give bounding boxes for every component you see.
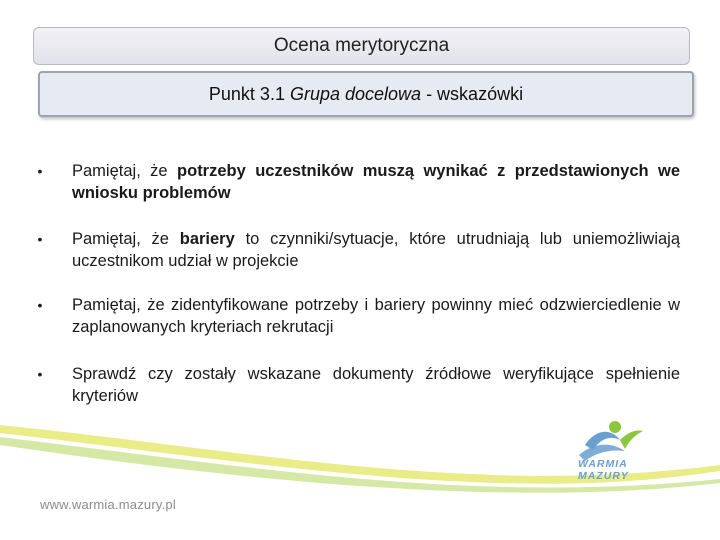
logo-line2: MAZURY <box>578 470 629 482</box>
footer-url[interactable]: www.warmia.mazury.pl <box>40 497 176 512</box>
bullet-text-bold: potrzeby uczestników muszą wynikać z przedstawionych we wniosku problemów <box>72 162 681 202</box>
bullet-list <box>30 160 685 405</box>
bullet-item <box>30 160 680 204</box>
bullet-dot-icon: • <box>37 297 43 313</box>
slide-subtitle <box>38 71 694 117</box>
bullet-item <box>30 294 680 338</box>
bullet-item <box>30 228 685 272</box>
logo-line1: WARMIA <box>578 458 628 470</box>
bullet-text-pre: Sprawdź czy zostały wskazane dokumenty źródłowe weryfikujące spełnienie kryteriów <box>72 365 680 405</box>
slide-title-text: Ocena merytoryczna <box>273 35 450 56</box>
bullet-text-post: to czynniki/sytuacje, które utrudniają lub uniemożliwiają uczestnikom udział w projekcie <box>72 230 685 270</box>
subtitle-prefix: Punkt 3.1 <box>208 83 290 104</box>
bullet-text-pre: Pamiętaj, że <box>72 162 178 180</box>
bullet-text-pre: Pamiętaj, że zidentyfikowane potrzeby i bariery powinny mieć odzwierciedlenie w zaplanowanych kryteriach rekrutacji <box>72 296 680 336</box>
subtitle-suffix: - wskazówki <box>421 83 524 104</box>
bullet-dot-icon: • <box>37 366 43 382</box>
subtitle-italic: Grupa docelowa <box>289 83 422 104</box>
slide-title <box>33 27 690 65</box>
bullet-text-bold: bariery <box>179 230 235 248</box>
bullet-dot-icon: • <box>37 231 43 247</box>
bullet-dot-icon: • <box>37 163 43 179</box>
logo-text <box>578 458 629 482</box>
bullet-text-pre: Pamiętaj, że <box>72 230 180 248</box>
